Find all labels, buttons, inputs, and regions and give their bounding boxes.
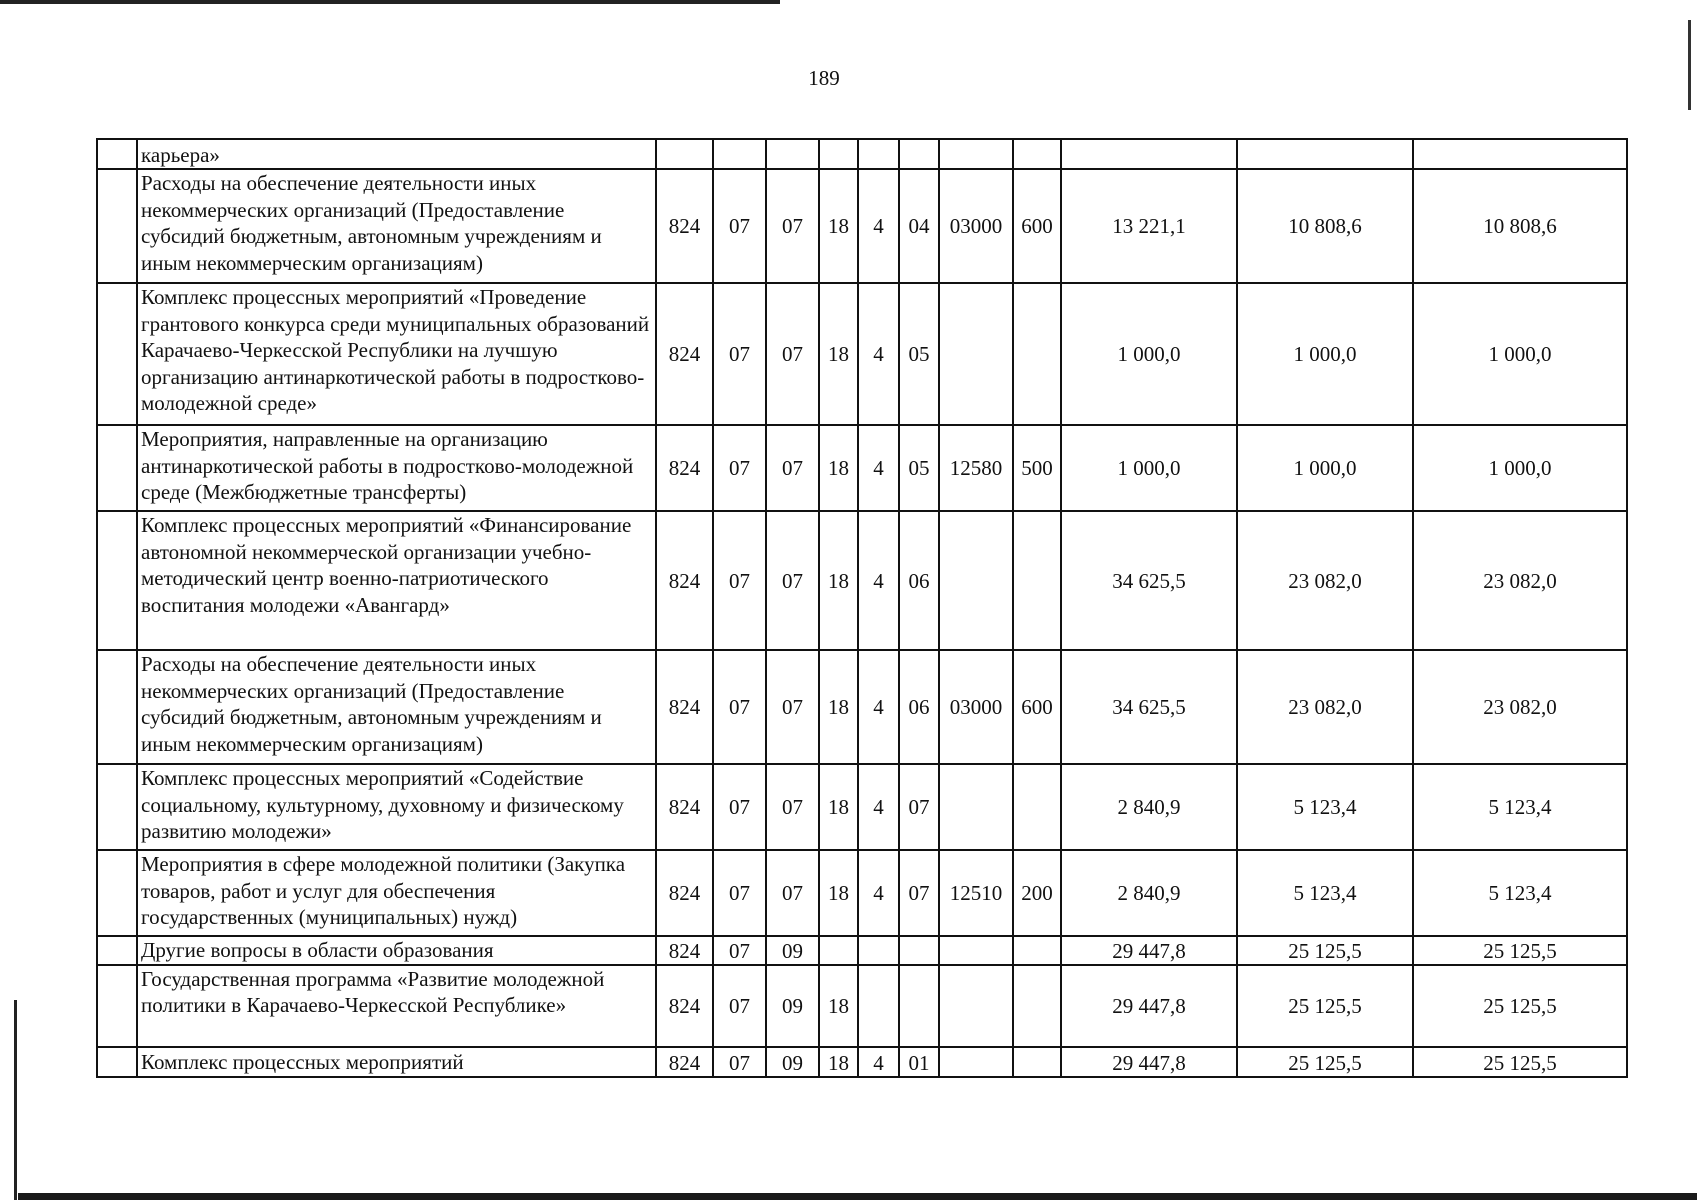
cell-dir <box>939 764 1013 850</box>
cell-code: 824 <box>656 850 713 936</box>
cell-code: 824 <box>656 936 713 965</box>
table-row <box>97 283 1627 425</box>
cell-dir <box>939 511 1013 650</box>
cell-vr: 500 <box>1013 425 1061 511</box>
scan-edge-right <box>1688 20 1691 110</box>
cell-sub: 09 <box>766 1047 819 1077</box>
cell-y3: 10 808,6 <box>1413 169 1627 283</box>
cell-mer <box>899 139 939 169</box>
row-index-cell <box>97 965 137 1047</box>
cell-dir: 12510 <box>939 850 1013 936</box>
cell-sub: 07 <box>766 650 819 764</box>
cell-sec: 07 <box>713 511 766 650</box>
row-name-cell: Комплекс процессных мероприятий «Содействие социальному, культурному, духовному и физическому развитию молодежи» <box>137 764 656 850</box>
cell-prog: 18 <box>819 169 858 283</box>
table-row <box>97 936 1627 965</box>
cell-dir <box>939 283 1013 425</box>
cell-y2: 10 808,6 <box>1237 169 1413 283</box>
cell-y2: 23 082,0 <box>1237 511 1413 650</box>
cell-mer: 06 <box>899 650 939 764</box>
cell-sec: 07 <box>713 764 766 850</box>
cell-vr <box>1013 139 1061 169</box>
cell-y1: 1 000,0 <box>1061 283 1237 425</box>
cell-sub <box>766 139 819 169</box>
cell-prog: 18 <box>819 965 858 1047</box>
cell-sec: 07 <box>713 283 766 425</box>
cell-dir: 03000 <box>939 650 1013 764</box>
cell-vr <box>1013 1047 1061 1077</box>
cell-y2: 25 125,5 <box>1237 1047 1413 1077</box>
cell-sp: 4 <box>858 850 899 936</box>
cell-prog: 18 <box>819 764 858 850</box>
cell-y2: 1 000,0 <box>1237 425 1413 511</box>
cell-code: 824 <box>656 650 713 764</box>
row-index-cell <box>97 511 137 650</box>
cell-sec: 07 <box>713 425 766 511</box>
cell-sp: 4 <box>858 1047 899 1077</box>
cell-sub: 07 <box>766 511 819 650</box>
cell-y1 <box>1061 139 1237 169</box>
cell-prog: 18 <box>819 1047 858 1077</box>
row-index-cell <box>97 169 137 283</box>
cell-y3: 5 123,4 <box>1413 850 1627 936</box>
cell-prog <box>819 936 858 965</box>
cell-mer <box>899 965 939 1047</box>
row-index-cell <box>97 425 137 511</box>
cell-vr <box>1013 764 1061 850</box>
cell-sp <box>858 936 899 965</box>
scan-edge-left <box>14 1000 17 1200</box>
row-index-cell <box>97 850 137 936</box>
row-index-cell <box>97 139 137 169</box>
row-index-cell <box>97 764 137 850</box>
cell-sp: 4 <box>858 650 899 764</box>
table-row <box>97 1047 1627 1077</box>
cell-y2: 23 082,0 <box>1237 650 1413 764</box>
cell-sp: 4 <box>858 169 899 283</box>
cell-sp <box>858 965 899 1047</box>
cell-mer: 07 <box>899 764 939 850</box>
table-row <box>97 764 1627 850</box>
cell-y1: 13 221,1 <box>1061 169 1237 283</box>
table-body <box>97 139 1627 1077</box>
cell-prog: 18 <box>819 283 858 425</box>
cell-vr <box>1013 511 1061 650</box>
cell-sec: 07 <box>713 169 766 283</box>
cell-y1: 29 447,8 <box>1061 1047 1237 1077</box>
cell-sub: 07 <box>766 283 819 425</box>
cell-y3: 25 125,5 <box>1413 936 1627 965</box>
cell-sec: 07 <box>713 1047 766 1077</box>
cell-sp: 4 <box>858 764 899 850</box>
table-row <box>97 425 1627 511</box>
cell-y2: 5 123,4 <box>1237 850 1413 936</box>
row-name-cell: Комплекс процессных мероприятий «Проведение грантового конкурса среди муниципальных образований Карачаево-Черкесской Республики на лучшую организацию антинаркотической работы в подростково-молодежной среде» <box>137 283 656 425</box>
cell-sub: 07 <box>766 850 819 936</box>
row-name-cell: Расходы на обеспечение деятельности иных некоммерческих организаций (Предоставление субсидий бюджетным, автономным учреждениям и иным некоммерческим организациям) <box>137 650 656 764</box>
cell-code: 824 <box>656 511 713 650</box>
cell-sub: 07 <box>766 764 819 850</box>
row-name-cell: Государственная программа «Развитие молодежной политики в Карачаево-Черкесской Республике» <box>137 965 656 1047</box>
cell-sp: 4 <box>858 511 899 650</box>
cell-code: 824 <box>656 1047 713 1077</box>
cell-vr <box>1013 936 1061 965</box>
cell-sec: 07 <box>713 650 766 764</box>
table-row <box>97 850 1627 936</box>
cell-y3: 23 082,0 <box>1413 511 1627 650</box>
page-number: 189 <box>808 66 840 90</box>
cell-y1: 29 447,8 <box>1061 936 1237 965</box>
row-name-cell: Мероприятия, направленные на организацию антинаркотической работы в подростково-молодежной среде (Межбюджетные трансферты) <box>137 425 656 511</box>
cell-dir: 12580 <box>939 425 1013 511</box>
cell-prog: 18 <box>819 425 858 511</box>
cell-code: 824 <box>656 965 713 1047</box>
cell-code <box>656 139 713 169</box>
cell-sec <box>713 139 766 169</box>
cell-mer: 06 <box>899 511 939 650</box>
cell-y1: 29 447,8 <box>1061 965 1237 1047</box>
cell-y3: 5 123,4 <box>1413 764 1627 850</box>
cell-sp: 4 <box>858 283 899 425</box>
cell-code: 824 <box>656 764 713 850</box>
cell-dir <box>939 1047 1013 1077</box>
cell-y2: 5 123,4 <box>1237 764 1413 850</box>
cell-y2: 1 000,0 <box>1237 283 1413 425</box>
cell-y3: 1 000,0 <box>1413 425 1627 511</box>
row-index-cell <box>97 1047 137 1077</box>
row-name-cell: Мероприятия в сфере молодежной политики (Закупка товаров, работ и услуг для обеспечения государственных (муниципальных) нужд) <box>137 850 656 936</box>
cell-sub: 07 <box>766 425 819 511</box>
cell-sub: 09 <box>766 936 819 965</box>
row-name-cell: Комплекс процессных мероприятий <box>137 1047 656 1077</box>
cell-sp <box>858 139 899 169</box>
cell-sec: 07 <box>713 936 766 965</box>
cell-mer: 05 <box>899 283 939 425</box>
cell-y1: 34 625,5 <box>1061 511 1237 650</box>
cell-code: 824 <box>656 425 713 511</box>
table-row <box>97 139 1627 169</box>
table-row <box>97 965 1627 1047</box>
budget-table <box>96 138 1628 1078</box>
cell-sec: 07 <box>713 965 766 1047</box>
cell-sub: 09 <box>766 965 819 1047</box>
cell-y1: 1 000,0 <box>1061 425 1237 511</box>
row-index-cell <box>97 283 137 425</box>
cell-vr: 600 <box>1013 650 1061 764</box>
scan-edge-top <box>0 0 780 4</box>
table-row <box>97 511 1627 650</box>
cell-vr <box>1013 965 1061 1047</box>
cell-vr: 600 <box>1013 169 1061 283</box>
cell-y3: 25 125,5 <box>1413 965 1627 1047</box>
table-row <box>97 169 1627 283</box>
cell-mer: 04 <box>899 169 939 283</box>
scan-edge-bottom <box>18 1193 1697 1200</box>
cell-sec: 07 <box>713 850 766 936</box>
cell-prog: 18 <box>819 850 858 936</box>
row-name-cell: Расходы на обеспечение деятельности иных некоммерческих организаций (Предоставление субсидий бюджетным, автономным учреждениям и иным некоммерческим организациям) <box>137 169 656 283</box>
row-name-cell: Другие вопросы в области образования <box>137 936 656 965</box>
cell-dir: 03000 <box>939 169 1013 283</box>
cell-y1: 2 840,9 <box>1061 850 1237 936</box>
cell-y3: 25 125,5 <box>1413 1047 1627 1077</box>
cell-dir <box>939 965 1013 1047</box>
cell-dir <box>939 139 1013 169</box>
table-row <box>97 650 1627 764</box>
cell-mer: 07 <box>899 850 939 936</box>
row-index-cell <box>97 650 137 764</box>
cell-prog: 18 <box>819 650 858 764</box>
row-name-cell: карьера» <box>137 139 656 169</box>
cell-code: 824 <box>656 283 713 425</box>
cell-y2 <box>1237 139 1413 169</box>
cell-vr: 200 <box>1013 850 1061 936</box>
cell-sp: 4 <box>858 425 899 511</box>
cell-mer <box>899 936 939 965</box>
cell-sub: 07 <box>766 169 819 283</box>
cell-mer: 05 <box>899 425 939 511</box>
cell-y3: 23 082,0 <box>1413 650 1627 764</box>
cell-y1: 2 840,9 <box>1061 764 1237 850</box>
cell-prog <box>819 139 858 169</box>
cell-y2: 25 125,5 <box>1237 936 1413 965</box>
cell-vr <box>1013 283 1061 425</box>
cell-prog: 18 <box>819 511 858 650</box>
cell-mer: 01 <box>899 1047 939 1077</box>
cell-y3 <box>1413 139 1627 169</box>
cell-dir <box>939 936 1013 965</box>
row-index-cell <box>97 936 137 965</box>
cell-y1: 34 625,5 <box>1061 650 1237 764</box>
row-name-cell: Комплекс процессных мероприятий «Финансирование автономной некоммерческой организации учебно-методический центр военно-патриотического воспитания молодежи «Авангард» <box>137 511 656 650</box>
cell-y3: 1 000,0 <box>1413 283 1627 425</box>
cell-code: 824 <box>656 169 713 283</box>
cell-y2: 25 125,5 <box>1237 965 1413 1047</box>
